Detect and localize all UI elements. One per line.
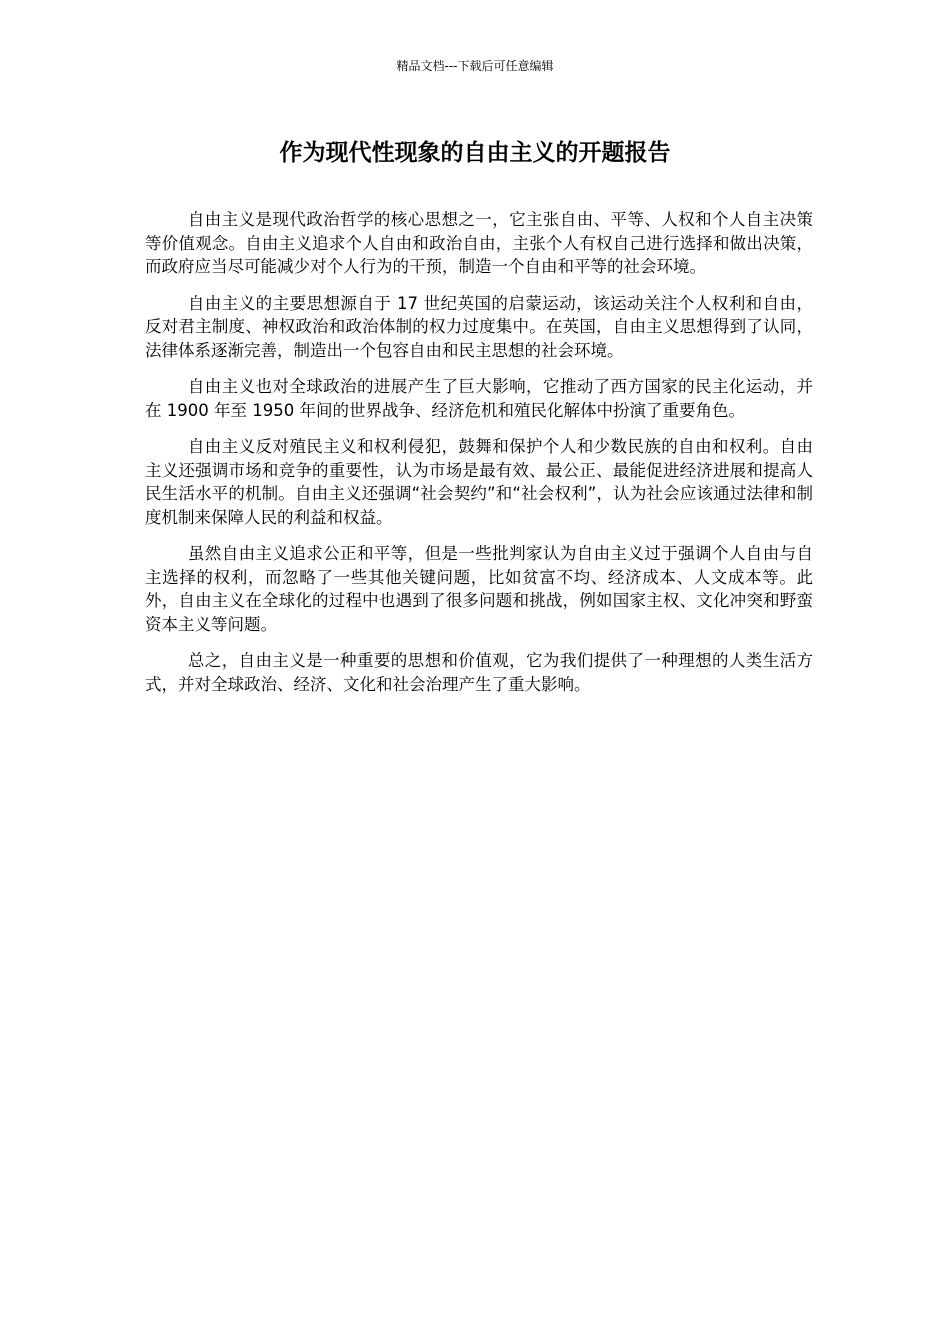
paragraph: 总之，自由主义是一种重要的思想和价值观，它为我们提供了一种理想的人类生活方式，并对全球政治、经济、文化和社会治理产生了重大影响。: [145, 651, 813, 694]
page-header: 精品文档---下载后可任意编辑: [396, 59, 554, 73]
paragraph: 自由主义反对殖民主义和权利侵犯，鼓舞和保护个人和少数民族的自由和权利。自由主义还强调市场和竞争的重要性，认为市场是最有效、最公正、最能促进经济进展和提高人民生活水平的机制。自由主义还强调“社会契约”和“社会权利”，认为社会应该通过法律和制度机制来保障人民的利益和权益。: [145, 437, 813, 527]
paragraph: 自由主义也对全球政治的进展产生了巨大影响，它推动了西方国家的民主化运动，并在 1900 年至 1950 年间的世界战争、经济危机和殖民化解体中扮演了重要角色。: [145, 377, 813, 420]
paragraph: 虽然自由主义追求公正和平等，但是一些批判家认为自由主义过于强调个人自由与自主选择的权利，而忽略了一些其他关键问题，比如贫富不均、经济成本、人文成本等。此外，自由主义在全球化的过程中也遇到了很多问题和挑战，例如国家主权、文化冲突和野蛮资本主义等问题。: [145, 544, 813, 634]
paragraph: 自由主义的主要思想源自于 17 世纪英国的启蒙运动，该运动关注个人权利和自由，反对君主制度、神权政治和政治体制的权力过度集中。在英国，自由主义思想得到了认同，法律体系逐渐完善，制造出一个包容自由和民主思想的社会环境。: [145, 293, 813, 360]
document-body: [145, 208, 813, 709]
paragraph: 自由主义是现代政治哲学的核心思想之一，它主张自由、平等、人权和个人自主决策等价值观念。自由主义追求个人自由和政治自由，主张个人有权自己进行选择和做出决策，而政府应当尽可能减少对个人行为的干预，制造一个自由和平等的社会环境。: [145, 210, 813, 276]
document-title: 作为现代性现象的自由主义的开题报告: [279, 140, 671, 166]
